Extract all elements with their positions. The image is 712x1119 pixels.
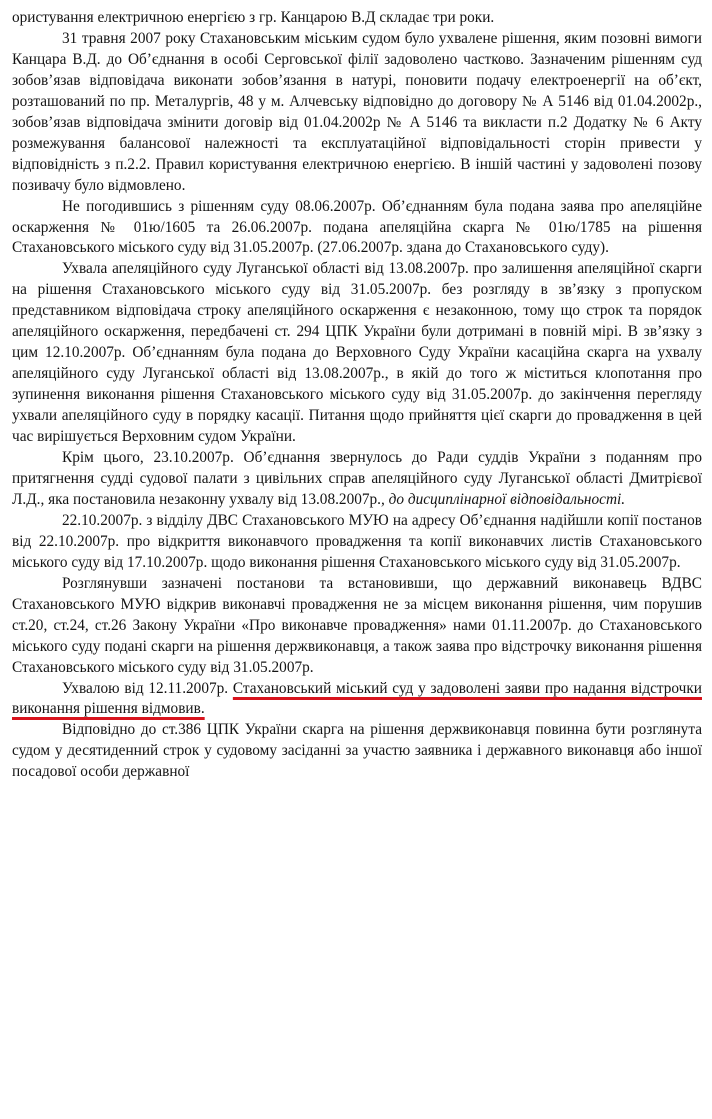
- paragraph-enforcement-service: 22.10.2007р. з відділу ДВС Стахановського МУЮ на адресу Об’єднання надійшли копії постанов від 22.10.2007р. про відкриття виконавчого провадження та копії виконавчих листів Стахановського міського суду від 17.10.2007р. щодо виконання рішення Стахановського міського суду від 31.05.2007р.: [12, 511, 702, 571]
- highlighted-refusal-text: Стахановський міський суд у задоволені заяви про надання відстрочки виконання рішення відмовив.: [12, 679, 702, 718]
- paragraph-ruling-deferral: [12, 679, 702, 721]
- paragraph-court-decision: 31 травня 2007 року Стахановським міським судом було ухвалене рішення, яким позовні вимоги Канцара В.Д. до Об’єднання в особі Серговської філії задоволено частково. Зазначеним рішенням суд зобов’язав відповідача виконати зобов’язання в натурі, поновити подачу електроенергії на об’єкт, розташований по пр. Металургів, 48 у м. Алчевську відповідно до договору № А 5146 від 01.04.2002р., зобов’язав відповідача змінити договір від 01.04.2002р № А 5146 та викласти п.2 Додатку № 6 Акту розмежування балансової належності та експлуатаційної відповідальності сторін привести у відповідність з п.2.2. Правил користування електричною енергією. В іншій частині у задоволені позову позивачу було відмовлено.: [12, 29, 702, 194]
- paragraph-judges-council-italic: , до дисциплінарної відповідальності.: [381, 490, 626, 508]
- paragraph-judges-council: [12, 448, 702, 511]
- paragraph-continuation: ористування електричною енергією з гр. Канцарою В.Д складає три роки.: [12, 9, 495, 26]
- paragraph-ruling-deferral-plain: Ухвалою від 12.11.2007р.: [62, 679, 233, 697]
- paragraph-appeal-ruling: Ухвала апеляційного суду Луганської області від 13.08.2007р. про залишення апеляційної скарги на рішення Стахановського міського суду від 31.05.2007р. без розгляду в зв’язку з пропуском представником відповідача строку апеляційного оскарження є незаконною, тому що строк та порядок апеляційного оскарження, передбачені ст. 294 ЦПК України були дотримані в повній мірі. В зв’язку з цим 12.10.2007р. Об’єднанням була подана до Верховного Суду України касаційна скарга на ухвалу апеляційного суду Луганської області від 13.08.2007р., в якій до того ж міститься клопотання про зупинення виконання рішення Стахановського міського суду від 31.05.2007р. до закінчення перегляду ухвали апеляційного суду в порядку касації. Питання щодо прийняття цієї скарги до провадження в цей час вирішується Верховним судом України.: [12, 260, 702, 446]
- paragraph-appeal-filing: Не погодившись з рішенням суду 08.06.2007р. Об’єднанням була подана заява про апеляційне оскарження № 01ю/1605 та 26.06.2007р. подана апеляційна скарга № 01ю/1785 на рішення Стахановського міського суду від 31.05.2007р. (27.06.2007р. здана до Стахановського суду).: [12, 197, 702, 257]
- paragraph-cpc-article: Відповідно до ст.386 ЦПК України скарга на рішення держвиконавця повинна бути розглянута судом у десятиденний строк у судовому засіданні за участю заявника і державного виконавця або іншої посадової особи державної: [12, 721, 702, 781]
- paragraph-complaints: Розглянувши зазначені постанови та встановивши, що державний виконавець ВДВС Стахановського МУЮ відкрив виконавчі провадження не за місцем виконання рішення, чим порушив ст.20, ст.24, ст.26 Закону України «Про виконавче провадження» нами 01.11.2007р. до Стахановського міського суду подані скарги на рішення держвиконавця, а також заява про відстрочку виконання рішення Стахановського міського суду від 31.05.2007р.: [12, 574, 702, 676]
- paragraph-judges-council-main: Крім цього, 23.10.2007р. Об’єднання звернулось до Ради суддів України з поданням про притягнення судді судової палати з цивільних справ апеляційного суду Луганської області Дмитрієвої Л.Д., яка постановила незаконну ухвалу від 13.08.2007р.: [12, 449, 702, 508]
